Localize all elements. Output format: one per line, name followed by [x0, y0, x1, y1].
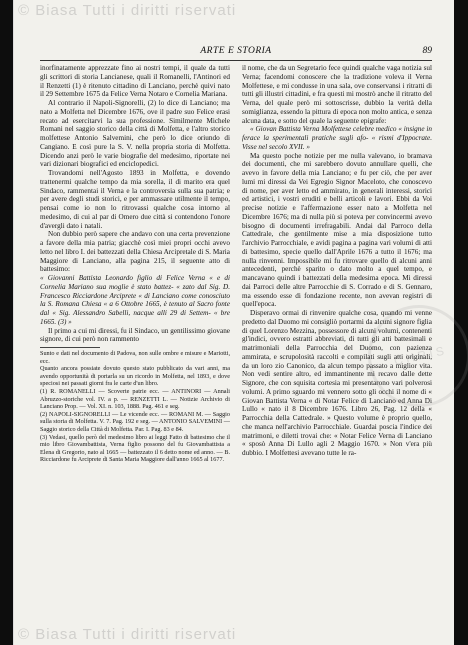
- footnotes: [40, 347, 230, 464]
- footnote: Quanto ancora possiate dovuto questo stato pubblicato da vari anni, ma avendo opportunità di portarla su un ricordo in Molfetta, nel 1893, e dove speciosi nei passati giorni fra le carte d'un libro.: [40, 365, 230, 388]
- footnote: (2) NAPOLI-SIGNORELLI — Le vicende ecc. — ROMANI M. — Saggio sulla storia di Molfetta. V. 7. Pag. 192 e seg. — ANTONIO SALVEMINI — Saggio storico della Città di Molfetta. Par. I. Pag. 83 e 84.: [40, 410, 230, 433]
- paragraph: Ma questo poche notizie per me nulla valevano, io bramava dei documenti, che mi sarebbero dovuto annullare quelli, che avevo in favore della mia Lanciano; e fu per ciò, che per aver lumi mi diressi da Vei Egregio Signor Maceloto, che conoscevo di nome, per aver letto ed ammirato, in generali interessi, storici ed artistici, i vostri eruditi e belli articoli e lavori. Ebbi da Voi precise notizie e l'affermazione esser nato a Molfetta nel Dicembre 1676; ma di nulla più si poteva per convincermi avevo bisogno di documenti irrefragabili. Andai dal Parroco della Cattedrale, che gentilmente mise a mia disposizione tutto l'archivio Parrocchiale, e avidi pagina a pagina vari volumi di atti di battesimo, specie quello dall'Aprile 1676 a tutto il 1676; ma nulla rinvenni. Impossibile mi fu ritrovare quello di alcuni anni antecedenti, perchè sparito o dato molto a quel tempo, e mancavano quindi i battezzati della medesima epoca. Mi diressi dai Parroci delle altre Parrocchie di S. Corrado e di S. Gennaro, ma essendo esse di fondazione recente, non avevan registri di quell'epoca.: [242, 151, 432, 309]
- footnote-separator: [40, 347, 100, 348]
- scan-border-left: [0, 0, 14, 645]
- baptism-record-quote: « Giovanni Battista Leonardo figlio di Felice Verna « e di Cornelia Mariano sua moglie è stato battez- « zato dal Sig. D. Francesco Ricciardone Arciprete « di Lanciano come conosciuto la S. Romana Chiesa « a 6 Ottobre 1665, è tenuto al Sacro fonte dal « Sig. Alessandro Sabelli, nacque alli 29 di Settem- « bre 1665. (3) »: [40, 274, 230, 326]
- running-title: ARTE E STORIA: [200, 46, 272, 56]
- footnote: (3) Vedasi, quello però del medesimo libro ai leggi Fatto di battesimo che il mio libro Giovambattista, Verna figlio possono del fu Giovambattista a Elena di Gregorio, nato al 1665 — battezzato il 6 detto nome ed anno. — B. Ricciardone fu Arciprete di Santa Maria Maggiore dall'anno 1665 al 1677.: [40, 433, 230, 464]
- left-column: [40, 64, 230, 614]
- watermark-top: © Biasa Tutti i diritti riservati: [18, 2, 237, 19]
- paragraph: Non dubbio però sapere che andavo con una certa prevenzione a favore della mia patria; giacchè così miei propri occhi avevo letto nel libro I. dei battezzati della Chiesa Arcipretale di S. Maria Maggiore di Lanciano, alla pagina 215, il seguente atto di battesimo:: [40, 230, 230, 274]
- watermark-bottom: © Biasa Tutti i diritti riservati: [18, 626, 237, 643]
- page-header: [40, 46, 432, 60]
- paragraph: il nome, che da un Segretario fece quindi qualche vaga notizia sul Verna; facendomi conoscere che la tradizione voleva il Verna Molfettese, e mi condusse in una sala, ove conservansi i ritratti di tutti gli illustri cittadini, e fra questi mi mostrò anche il ritratto del Verna, del quale però mi sottoscrisse, dubbio la verità della somiglianza, essendo la pittura di epoca non molto antica, e senza alcuna data, e sotto del quale la seguente epigrafe:: [242, 64, 432, 125]
- paragraph: Il primo a cui mi diressi, fu il Sindaco, un gentilissimo giovane signore, di cui però non rammento: [40, 326, 230, 344]
- right-column: [242, 64, 432, 614]
- footnote: (1) R. ROMANELLI — Scoverte patrie ecc. — ANTINORI — Annali Abruzzo-storiche vol. IV. a p. — RENZETTI L. — Notizie Archivio di Lanciano Prop. — Vol. XI. n. 103, 1888. Pag. 461 e seg.: [40, 387, 230, 411]
- paragraph: Disperavo ormai di rinvenire qualche cosa, quando mi venne predetto dal Duomo mi consigliò portarmi da alcuni signore figlia di quel Lorenzo Mezzina, possessore di alcuni volumi, contenenti gl'indici, ovvero estratti abbreviati, di tutti gli atti battesimali e matrimoniali della Parrocchia del Duomo, con pazienza ammirata, e scrupolosità raccolti e compilati sugli atti originali, da un loro zio Canonico, da alcun tempo passato a miglior vita. Non vedi sentire altro, ed immantinente mi recavo dalle dette Signore, che con squisita cortesia mi presentarono vari polverosi volumi. A primo sguardo mi vennero sotto gli occhi il nome di « Giovan Battista Verna « di Notar Felice di Lanciano ed Anna Di Lullo « nato il 8 Dicembre 1676. Libro 26, Pag. 12 della « Parrocchia della Cattedrale. » Questo volume è proprio quello, che manca nell'archivio Parrocchiale. Guardai poscia l'indice dei matrimoni, e diletti trovai che: « Notar Felice Verna di Lanciano « sposò Anna Di Lullo agli 2 Maggio 1670. » Non v'era più dubbio. I Molfettesi avevano tutte le ra-: [242, 309, 432, 457]
- paragraph: Trovandomi nell'Agosto 1893 in Molfetta, e dovendo trattenermi qualche tempo da mia sorella, il di marito era quel Sindaco, rammentai il Verna e la controversia sulla sua patria; e per avere degli studi storici, e per ammassare utilmente il tempo, pensai come io non lo ritrovassi qualche cosa intorno al medesimo, di cui al par di Omero due città si contendono l'onore d'avergli dato i natali.: [40, 169, 230, 230]
- paragraph: inorfinatamente apprezzate fino ai nostri tempi, il quale da tutti gli scrittori di storia Lancianese, quali il Romanelli, l'Antinori ed il Renzetti (1) è ritenuto cittadino di Lanciano, perchè quivi nato il 29 Settembre 1675 da Felice Verna Notaro e Cornelia Mariana.: [40, 64, 230, 99]
- footnote: Sunto e dati nel documento di Padova, non sulle ombre e misure e Mariotti, ecc.: [40, 350, 230, 365]
- watermark-seal: C H R I S: [359, 296, 468, 417]
- portrait-epigraph-quote: « Giovan Battista Verna Molfettese celebre medico « insigne in ferace la sperimentali pratiche sugli afo- « rismi d'Ippocrate. Visse nel secolo XVII. »: [242, 125, 432, 151]
- page-number: 89: [422, 46, 432, 56]
- paragraph: Al contrario il Napoli-Signorelli, (2) lo dice di Lanciano; ma nato a Molfetta nel Dicembre 1676, ove il padre suo Felice erasi recato ad esercitarvi la sua professione. Similmente Michele Romani nel saggio storico della città di Molfetta, e l'altro storico molfettese Antonio Salvemini, che però lo dice oriundo di Cangiano. E così pure la S. V. nella propria storia di Molfetta. Dicendo anzi però le varie biografie del medesimo, riportate nei vari dizionari biografici ed enciclopedici.: [40, 99, 230, 169]
- header-rule: [40, 60, 432, 61]
